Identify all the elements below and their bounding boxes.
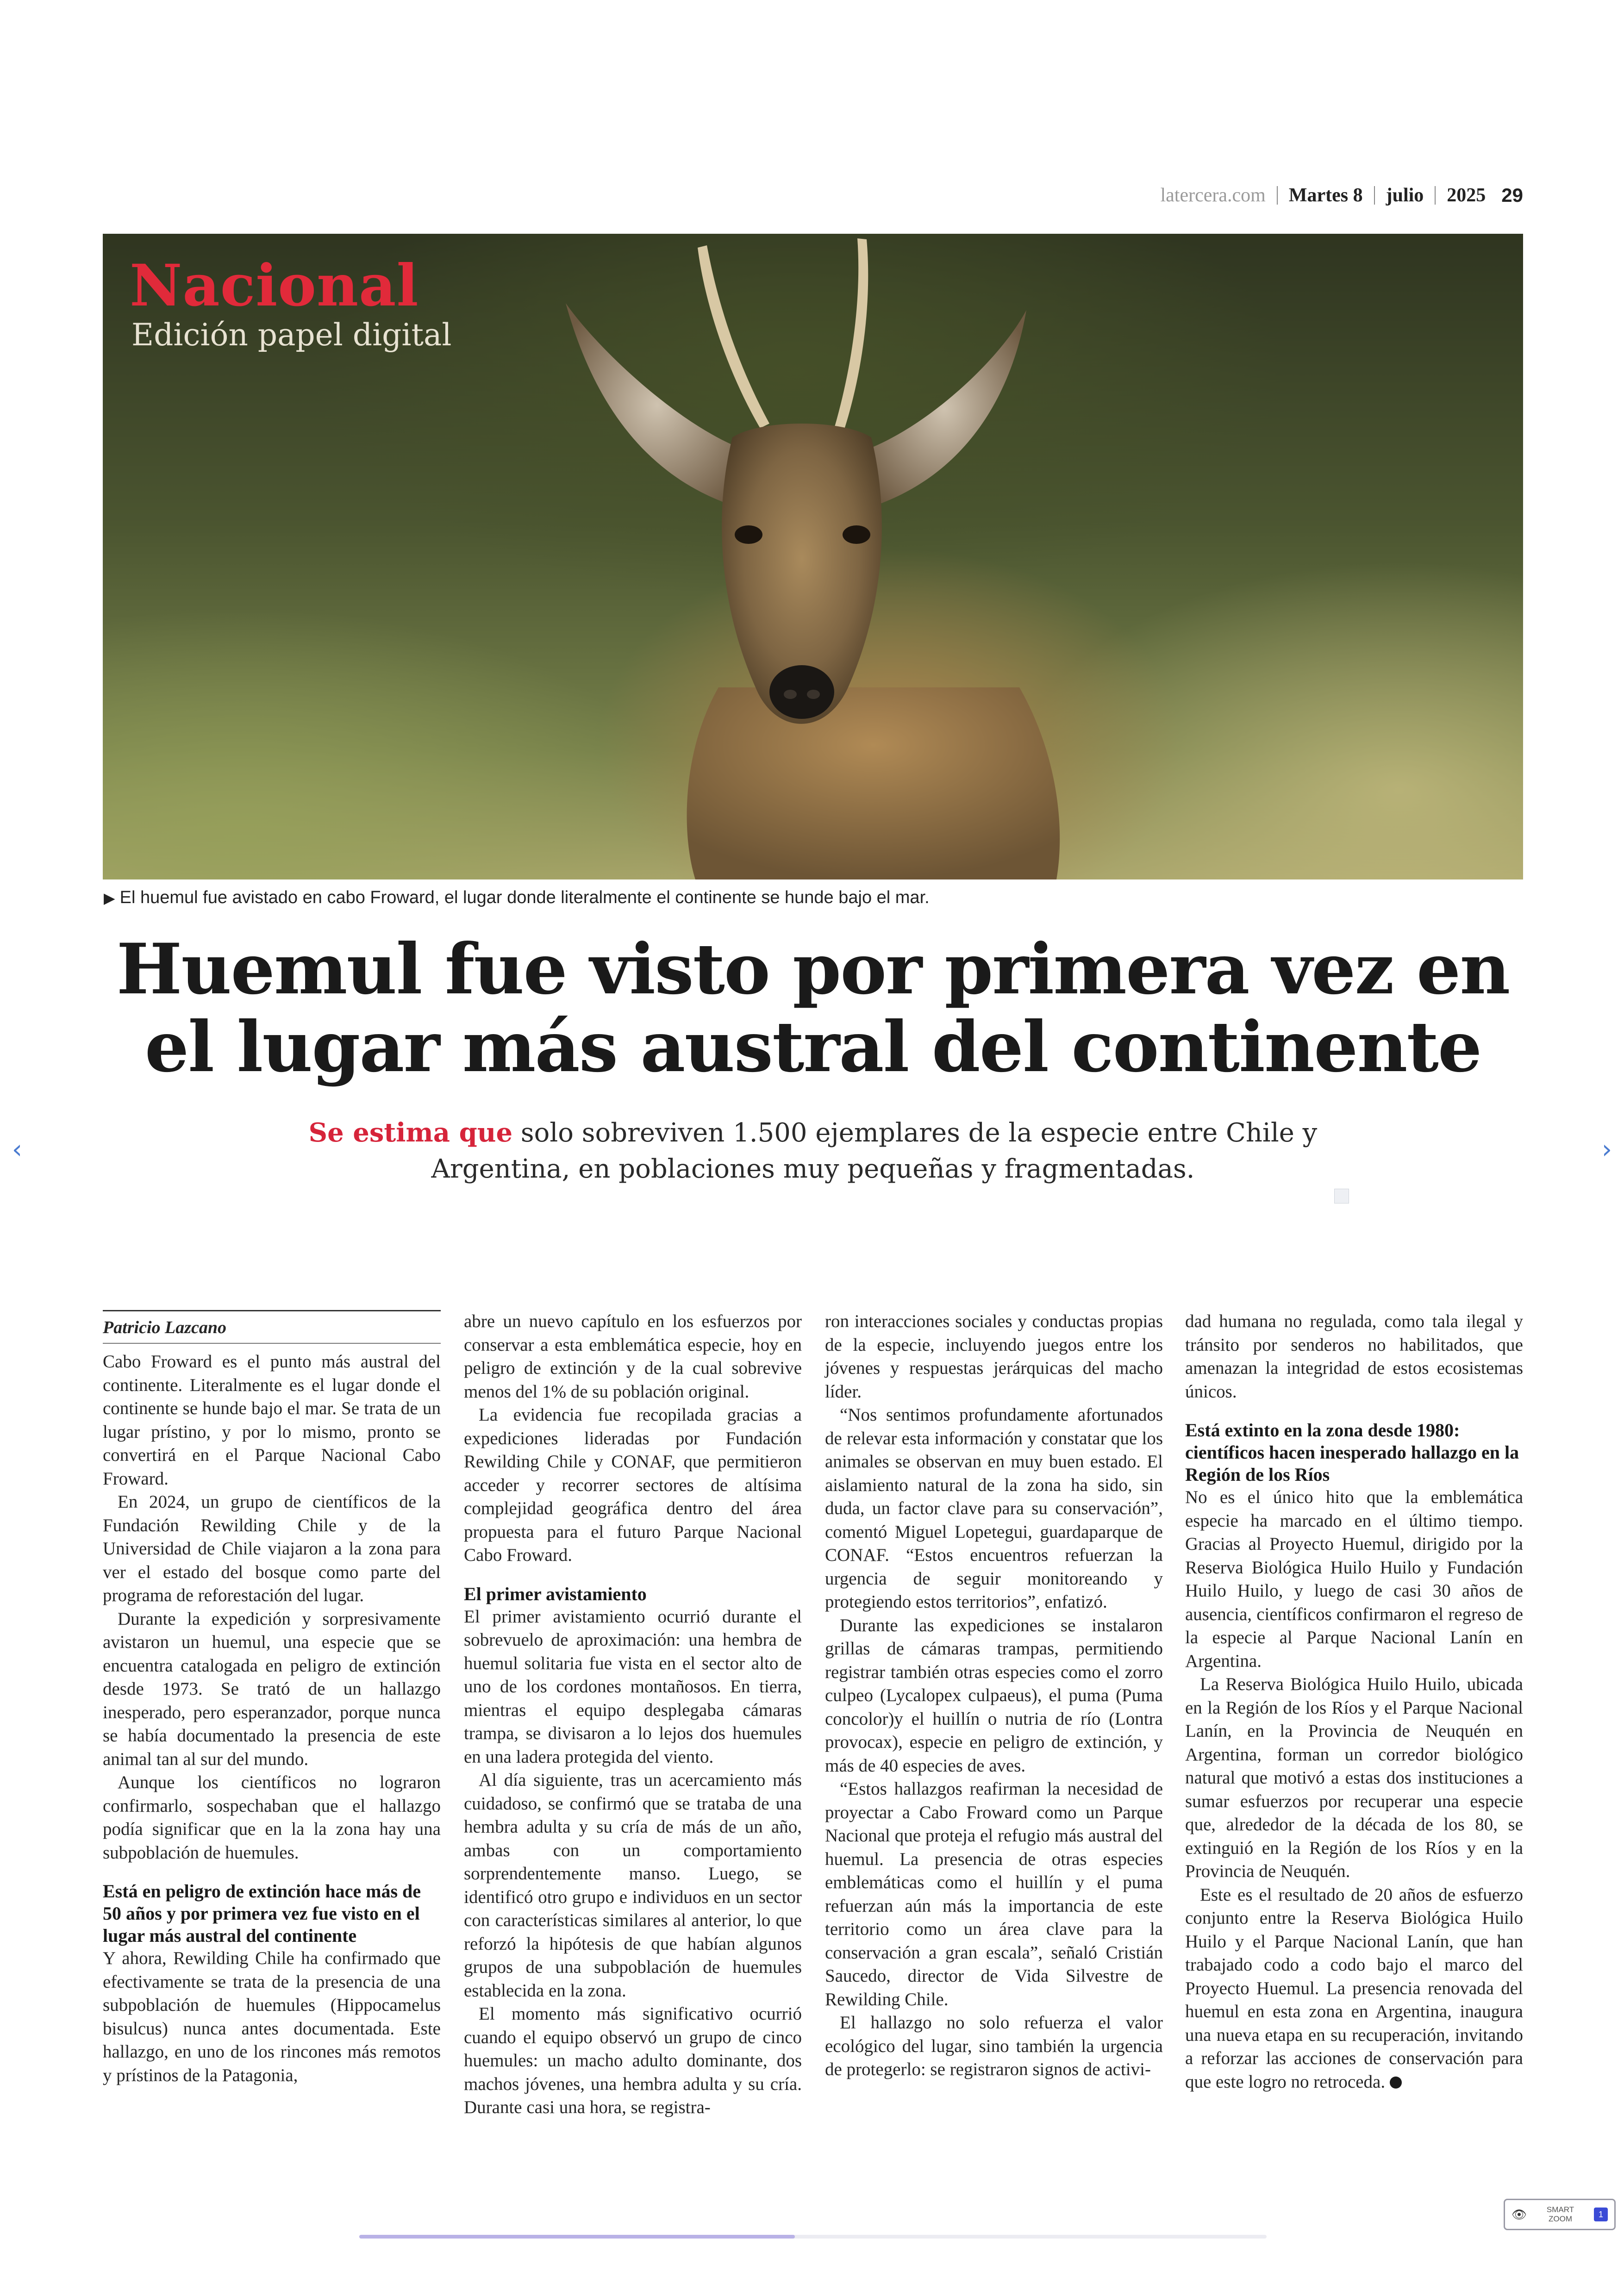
byline: Patricio Lazcano xyxy=(103,1310,441,1344)
subheading: El primer avistamiento xyxy=(464,1583,647,1604)
year: 2025 xyxy=(1447,185,1486,206)
scrollbar-thumb[interactable] xyxy=(359,2235,795,2239)
article-body xyxy=(103,1310,1523,2117)
paragraph: dad humana no regulada, como tala ilegal y tránsito por senderos no habilitados, que amenazan la integridad de estos ecosistemas únicos. xyxy=(1185,1311,1523,1402)
paragraph: ron interacciones sociales y conductas propias de la especie, incluyendo juegos entre los jóvenes y respuestas jerárquicas del macho líder. xyxy=(825,1311,1163,1402)
page-marker[interactable] xyxy=(1334,1189,1349,1204)
horizontal-scrollbar[interactable] xyxy=(359,2235,1267,2239)
paragraph: Al día siguiente, tras un acercamiento más cuidadoso, se confirmó que se trataba de una hembra adulta y su cría de más de un año, ambas con un comportamiento sorprendentemente manso. Luego, se identificó otro grupo e individuos en un sector con características similares al anterior, lo que reforzó la hipótesis de que habían algunos grupos de una subpoblación de huemules establecida en la zona. xyxy=(464,1770,802,2001)
headline-line: Huemul fue visto por primera vez en xyxy=(116,929,1510,1010)
headline-line: el lugar más austral del continente xyxy=(144,1006,1481,1088)
column-4 xyxy=(1185,1310,1523,2094)
weekday: Martes xyxy=(1288,185,1349,206)
chevron-left-icon[interactable]: ‹ xyxy=(12,1135,23,1165)
site-name: latercera.com xyxy=(1160,185,1266,206)
dek-lead: Se estima que xyxy=(308,1117,513,1148)
paragraph: La evidencia fue recopilada gracias a expediciones lideradas por Fundación Rewilding Chile y CONAF, que permitieron acceder y recorrer sectores de altísima complejidad geográfica dentro del área propuesta para el futuro Parque Nacional Cabo Froward. xyxy=(464,1405,802,1565)
divider xyxy=(1277,186,1278,205)
paragraph: Aunque los científicos no lograron confirmarlo, sospechaban que el hallazgo podía significar que en la la zona hay una subpoblación de huemules. xyxy=(103,1772,441,1863)
paragraph: Durante la expedición y sorpresivamente avistaron un huemul, una especie que se encuentra catalogada en peligro de extinción desde 1973. Se trató de un hallazgo inesperado, pero esperanzador, porque nunca se había documentado la presencia de este animal tan al sur del mundo. xyxy=(103,1609,441,1769)
column-3 xyxy=(825,1310,1163,2082)
subheading: Está extinto en la zona desde 1980: científicos hacen inesperado hallazgo en la Región de los Ríos xyxy=(1185,1420,1519,1485)
paragraph: Y ahora, Rewilding Chile ha confirmado que efectivamente se trata de la presencia de una subpoblación de huemules (Hippocamelus bisulcus) nunca antes documentada. Este hallazgo, en uno de los rincones más remotos y prístinos de la Patagonia, xyxy=(103,1948,441,2085)
paragraph: El momento más significativo ocurrió cuando el equipo observó un grupo de cinco huemules: un macho adulto dominante, dos machos jóvenes, una hembra adulta y su cría. Durante casi una hora, se registra- xyxy=(464,2004,802,2117)
page-number: 29 xyxy=(1501,184,1523,206)
smart-zoom-button[interactable] xyxy=(1504,2199,1616,2230)
headline xyxy=(103,930,1523,1086)
paragraph: En 2024, un grupo de científicos de la Fundación Rewilding Chile y de la Universidad de Chile viajaron a la zona para ver el estado del bosque como parte del programa de reforestación del lugar. xyxy=(103,1492,441,1605)
smart-zoom-line: SMART xyxy=(1546,2205,1574,2214)
paragraph: No es el único hito que la emblemática especie ha marcado en el último tiempo. Gracias al Proyecto Huemul, dirigido por la Reserva Biológica Huilo Huilo y Fundación Huilo Huilo, y luego de casi 30 años de ausencia, científicos confirmaron el regreso de la especie al Parque Nacional Lanín en Argentina. xyxy=(1185,1487,1523,1671)
paragraph: La Reserva Biológica Huilo Huilo, ubicada en la Región de los Ríos y el Parque Nacional Lanín, en la Provincia de Neuquén en Argentina, forman un corredor biológico natural que motivó a estas dos instituciones a sumar esfuerzos por recuperar una especie que, alrededor de la década de los 80, se extinguió en la Región de los Ríos y en la Provincia de Neuquén. xyxy=(1185,1674,1523,1881)
day-number: 8 xyxy=(1353,185,1363,206)
subheading: Está en peligro de extinción hace más de 50 años y por primera vez fue visto en el lugar más austral del continente xyxy=(103,1881,421,1946)
dek xyxy=(288,1115,1338,1187)
divider xyxy=(1374,186,1375,205)
divider xyxy=(1435,186,1436,205)
column-2 xyxy=(464,1310,802,2120)
photo-caption xyxy=(104,888,930,908)
dek-text: solo sobreviven 1.500 ejemplares de la especie entre Chile y Argentina, en poblaciones muy pequeñas y fragmentadas. xyxy=(431,1118,1318,1184)
paragraph xyxy=(1185,1883,1523,2094)
running-head xyxy=(1160,184,1523,206)
smart-zoom-line: ZOOM xyxy=(1549,2214,1572,2223)
smart-zoom-label xyxy=(1547,2205,1574,2224)
paragraph: El hallazgo no solo refuerza el valor ecológico del lugar, sino también la urgencia de protegerlo: se registraron signos de activi- xyxy=(825,2013,1163,2079)
paragraph: Durante las expediciones se instalaron grillas de cámaras trampas, permitiendo registrar también otras especies como el zorro culpeo (Lycalopex culpaeus), el puma (Puma concolor)y el huillín o nutria de río (Lontra provocax), especie en peligro de extinción, y más de 40 especies de aves. xyxy=(825,1615,1163,1776)
end-mark-icon xyxy=(1390,2077,1402,2089)
paragraph-text: Este es el resultado de 20 años de esfuerzo conjunto entre la Reserva Biológica Huilo Huilo y el Parque Nacional Lanín, que han trabajado codo a codo bajo el marco del Proyecto Huemul. La presencia renovada del huemul en esta zona en Argentina, inaugura una nueva etapa en su recuperación, invitando a reforzar las acciones de conservación para que este logro no retroceda. xyxy=(1185,1884,1523,2092)
smart-zoom-badge: 1 xyxy=(1594,2208,1608,2221)
hero-photo xyxy=(103,234,1523,879)
paragraph: “Estos hallazgos reafirman la necesidad de proyectar a Cabo Froward como un Parque Nacional que proteja el refugio más austral del huemul. La presencia de otras especies emblemáticas como el huillín y el puma refuerzan aún más la importancia de este territorio como un área clave para la conservación a gran escala”, señaló Cristián Saucedo, director de Vida Silvestre de Rewilding Chile. xyxy=(825,1779,1163,2009)
chevron-right-icon[interactable]: › xyxy=(1601,1135,1612,1165)
section-title: Nacional xyxy=(130,252,419,319)
section-subtitle: Edición papel digital xyxy=(131,317,452,353)
month: julio xyxy=(1386,185,1424,206)
eye-icon: 👁 xyxy=(1512,2207,1527,2221)
paragraph: El primer avistamiento ocurrió durante el sobrevuelo de aproximación: una hembra de huemul solitaria fue vista en el sector alto de uno de los cordones montañosos. En tierra, mientras el equipo desplegaba cámaras trampa, se divisaron a lo lejos dos huemules en una ladera protegida del viento. xyxy=(464,1606,802,1767)
caption-arrow-icon: ▶ xyxy=(104,890,115,906)
caption-text: El huemul fue avistado en cabo Froward, el lugar donde literalmente el continente se hunde bajo el mar. xyxy=(119,888,930,907)
column-1 xyxy=(103,1310,441,2087)
paragraph: abre un nuevo capítulo en los esfuerzos por conservar a esta emblemática especie, hoy en peligro de extinción y de la cual sobrevive menos del 1% de su población original. xyxy=(464,1311,802,1402)
paragraph: Cabo Froward es el punto más austral del continente. Literalmente es el lugar donde el continente se hunde bajo el mar. Se trata de un lugar prístino, y por lo mismo, pronto se convertirá en el Parque Nacional Cabo Froward. xyxy=(103,1352,441,1489)
paragraph: “Nos sentimos profundamente afortunados de relevar esta información y constatar que los animales se observan en muy buen estado. El aislamiento natural de la zona ha sido, sin duda, un factor clave para su conservación”, comentó Miguel Lopetegui, guardaparque de CONAF. “Estos encuentros refuerzan la urgencia de seguir monitoreando y protegiendo estos territorios”, enfatizó. xyxy=(825,1405,1163,1612)
